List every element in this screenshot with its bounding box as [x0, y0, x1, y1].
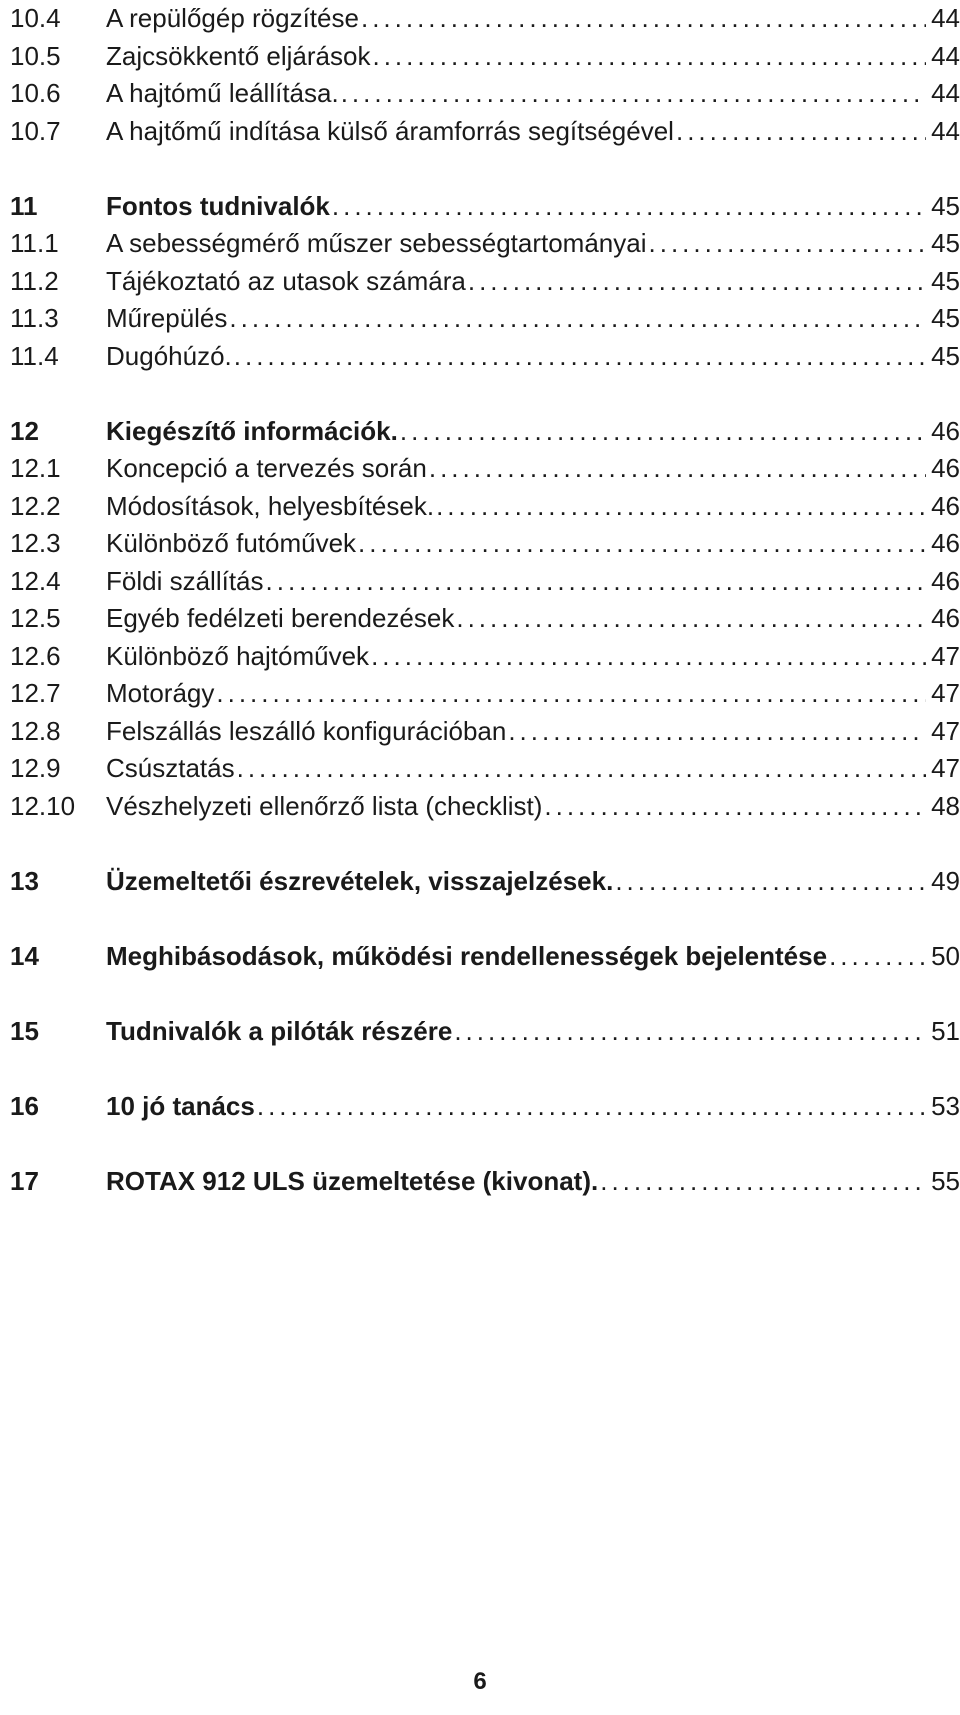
toc-entry-number: 12.8 [10, 715, 61, 746]
toc-entry[interactable] [10, 300, 960, 338]
toc-entry-title: Csúsztatás [106, 753, 235, 783]
toc-entry[interactable] [10, 450, 960, 488]
toc-entry-number: 12.3 [10, 528, 61, 558]
toc-entry-page: 44 [931, 78, 960, 108]
toc-entry-title: Egyéb fedélzeti berendezések [106, 603, 455, 633]
page-number: 6 [473, 1668, 487, 1695]
toc-entry-page: 46 [931, 453, 960, 483]
toc-dot-leader [234, 338, 926, 376]
toc-entry-title: Módosítások, helyesbítések. [106, 490, 435, 521]
toc-entry-number: 17 [10, 1165, 39, 1196]
toc-dot-leader [332, 188, 926, 226]
toc-entry-page: 49 [931, 865, 960, 896]
toc-entry-page: 45 [931, 265, 960, 296]
toc-entry-title: Különböző hajtóművek [106, 640, 370, 671]
toc-entry-page: 48 [931, 790, 960, 821]
toc-entry[interactable] [10, 638, 960, 676]
toc-entry-page: 46 [931, 565, 960, 596]
toc-dot-leader [237, 750, 926, 788]
toc-entry-page: 47 [931, 753, 960, 783]
toc-entry-number: 14 [10, 940, 39, 971]
toc-entry[interactable] [10, 938, 960, 976]
toc-entry[interactable] [10, 0, 960, 38]
toc-dot-leader [257, 1088, 926, 1126]
toc-entry-page: 45 [931, 303, 960, 333]
toc-entry-page: 50 [931, 940, 960, 971]
toc-entry-page: 47 [931, 640, 960, 671]
toc-entry-number: 12.6 [10, 640, 61, 671]
toc-entry-number: 12 [10, 415, 39, 446]
toc-entry-page: 51 [931, 1015, 960, 1046]
toc-entry[interactable] [10, 75, 960, 113]
toc-entry-title: Motorágy [106, 678, 215, 708]
toc-entry-number: 12.9 [10, 753, 61, 783]
toc-entry-page: 53 [931, 1090, 960, 1121]
toc-dot-leader [600, 1163, 926, 1201]
toc-entry-title: Felszállás leszálló konfigurációban [106, 715, 507, 746]
toc-dot-leader [372, 38, 926, 76]
toc-entry[interactable] [10, 1163, 960, 1201]
toc-entry-title: Műrepülés [106, 303, 228, 333]
toc-entry-number: 11.3 [10, 303, 59, 333]
toc-entry-page: 44 [931, 3, 960, 33]
toc-entry-title: A hajtőmű indítása külső áramforrás segítségével [106, 115, 674, 146]
toc-entry-title: Tájékoztató az utasok számára [106, 265, 466, 296]
toc-dot-leader [829, 938, 926, 976]
toc-entry-page: 55 [931, 1165, 960, 1196]
toc-dot-leader [361, 0, 926, 38]
toc-dot-leader [454, 1013, 926, 1051]
toc-entry-page: 47 [931, 678, 960, 708]
toc-entry-page: 46 [931, 415, 960, 446]
toc-entry-number: 10.7 [10, 115, 61, 146]
toc-entry-number: 11.4 [10, 340, 59, 371]
table-of-contents [10, 0, 960, 1200]
toc-entry-title: A sebességmérő műszer sebességtartományai [106, 228, 647, 258]
toc-entry-title: Fontos tudnivalók [106, 190, 330, 221]
toc-entry-title: Különböző futóművek [106, 528, 357, 558]
toc-entry-title: A hajtómű leállítása. [106, 78, 339, 108]
toc-entry-title: Dugóhúzó. [106, 340, 232, 371]
toc-entry-title: Koncepció a tervezés során [106, 453, 427, 483]
toc-entry[interactable] [10, 38, 960, 76]
toc-entry[interactable] [10, 113, 960, 151]
toc-dot-leader [544, 788, 926, 826]
toc-entry-number: 10.5 [10, 40, 61, 71]
toc-entry-title: Tudnivalók a pilóták részére [106, 1015, 453, 1046]
toc-dot-leader [371, 638, 926, 676]
toc-entry-page: 47 [931, 715, 960, 746]
toc-entry-page: 45 [931, 190, 960, 221]
toc-dot-leader [400, 413, 926, 451]
toc-entry[interactable] [10, 863, 960, 901]
toc-entry[interactable] [10, 675, 960, 713]
toc-dot-leader [341, 75, 926, 113]
toc-entry-title: Földi szállítás [106, 565, 264, 596]
toc-entry-number: 16 [10, 1090, 39, 1121]
toc-entry-page: 45 [931, 340, 960, 371]
toc-entry[interactable] [10, 225, 960, 263]
toc-entry-title: ROTAX 912 ULS üzemeltetése (kivonat). [106, 1165, 599, 1196]
toc-entry-page: 44 [931, 115, 960, 146]
toc-entry-number: 12.10 [10, 790, 76, 821]
toc-entry-number: 10.6 [10, 78, 61, 108]
toc-dot-leader [266, 563, 927, 601]
toc-dot-leader [676, 113, 926, 151]
toc-entry-title: Vészhelyzeti ellenőrző lista (checklist) [106, 790, 543, 821]
toc-entry[interactable] [10, 263, 960, 301]
toc-entry[interactable] [10, 788, 960, 826]
toc-entry[interactable] [10, 525, 960, 563]
toc-dot-leader [615, 863, 926, 901]
toc-entry-page: 45 [931, 228, 960, 258]
toc-entry-page: 44 [931, 40, 960, 71]
toc-dot-leader [468, 263, 926, 301]
toc-entry-number: 11.1 [10, 228, 59, 258]
toc-entry[interactable] [10, 338, 960, 376]
toc-dot-leader [649, 225, 927, 263]
toc-dot-leader [429, 450, 926, 488]
toc-entry-page: 46 [931, 490, 960, 521]
toc-entry-number: 12.5 [10, 603, 61, 633]
toc-dot-leader [229, 300, 926, 338]
toc-entry-page: 46 [931, 528, 960, 558]
toc-entry-title: 10 jó tanács [106, 1090, 255, 1121]
toc-dot-leader [508, 713, 926, 751]
toc-entry[interactable] [10, 413, 960, 451]
toc-entry-number: 10.4 [10, 3, 61, 33]
toc-entry[interactable] [10, 600, 960, 638]
toc-entry[interactable] [10, 1013, 960, 1051]
toc-entry-title: Zajcsökkentő eljárások [106, 40, 371, 71]
toc-entry-number: 12.4 [10, 565, 61, 596]
toc-entry-number: 12.2 [10, 490, 61, 521]
toc-entry[interactable] [10, 488, 960, 526]
toc-entry-title: Kiegészítő információk. [106, 415, 398, 446]
toc-entry[interactable] [10, 713, 960, 751]
toc-dot-leader [216, 675, 926, 713]
toc-dot-leader [436, 488, 926, 526]
toc-dot-leader [358, 525, 926, 563]
toc-entry[interactable] [10, 750, 960, 788]
toc-entry-number: 11.2 [10, 265, 59, 296]
toc-entry-title: A repülőgép rögzítése [106, 3, 359, 33]
toc-entry-number: 11 [10, 190, 38, 221]
toc-entry-number: 13 [10, 865, 39, 896]
toc-entry-page: 46 [931, 603, 960, 633]
toc-entry-number: 12.1 [10, 453, 61, 483]
toc-entry[interactable] [10, 563, 960, 601]
toc-entry[interactable] [10, 188, 960, 226]
toc-entry[interactable] [10, 1088, 960, 1126]
toc-dot-leader [456, 600, 926, 638]
toc-entry-number: 15 [10, 1015, 39, 1046]
toc-entry-title: Meghibásodások, működési rendellenességek bejelentése [106, 940, 828, 971]
toc-entry-title: Üzemeltetői észrevételek, visszajelzések. [106, 865, 614, 896]
toc-entry-number: 12.7 [10, 678, 61, 708]
